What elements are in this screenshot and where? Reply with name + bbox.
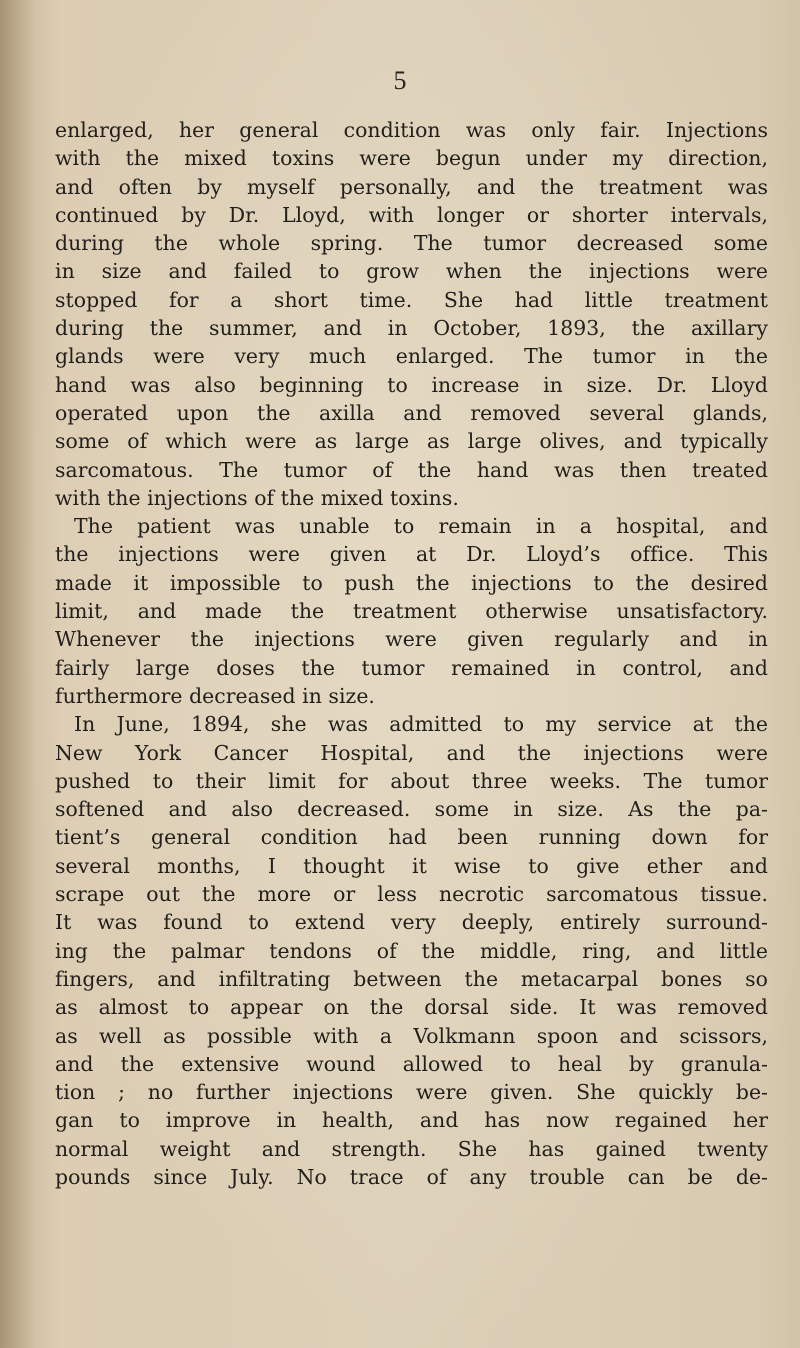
text-line: the injections were given at Dr. Lloyd’s office. This — [55, 542, 768, 567]
text-line: tion ; no further injections were given. She quickly be- — [55, 1080, 768, 1105]
text-line: and often by myself personally, and the treatment was — [55, 174, 768, 199]
text-line: scrape out the more or less necrotic sarcomatous tissue. — [55, 882, 768, 907]
text-line: and the extensive wound allowed to heal by granula- — [55, 1051, 768, 1076]
text-line: during the whole spring. The tumor decreased some — [55, 231, 768, 256]
text-line: Whenever the injections were given regularly and in — [55, 627, 768, 652]
text-line: stopped for a short time. She had little treatment — [55, 287, 768, 312]
text-line: some of which were as large as large olives, and typically — [55, 429, 768, 454]
text-line: softened and also decreased. some in size. As the pa- — [55, 797, 768, 822]
text-line: normal weight and strength. She has gained twenty — [55, 1136, 768, 1161]
text-line: hand was also beginning to increase in size. Dr. Lloyd — [55, 372, 768, 397]
text-line: made it impossible to push the injections to the desired — [55, 570, 768, 595]
page-number: 5 — [393, 66, 407, 95]
text-line: in size and failed to grow when the injections were — [55, 259, 768, 284]
text-line: New York Cancer Hospital, and the injections were — [55, 740, 768, 765]
text-line: continued by Dr. Lloyd, with longer or shorter intervals, — [55, 202, 768, 227]
text-line: enlarged, her general condition was only fair. Injections — [55, 118, 768, 142]
text-line: gan to improve in health, and has now regained her — [55, 1108, 768, 1133]
spine-shadow — [0, 0, 36, 1348]
text-line: with the mixed toxins were begun under my direction, — [55, 146, 768, 171]
text-line: It was found to extend very deeply, entirely surround- — [55, 910, 768, 935]
text-line: glands were very much enlarged. The tumor in the — [55, 344, 768, 369]
text-line: In June, 1894, she was admitted to my service at the — [74, 712, 768, 737]
text-line: ing the palmar tendons of the middle, ring, and little — [55, 938, 768, 963]
text-line: limit, and made the treatment otherwise unsatisfactory. — [55, 599, 768, 624]
text-line: furthermore decreased in size. — [55, 683, 375, 708]
text-line: pounds since July. No trace of any trouble can be de- — [55, 1164, 768, 1189]
text-line: pushed to their limit for about three weeks. The tumor — [55, 768, 768, 793]
text-line: during the summer, and in October, 1893, the axillary — [55, 316, 768, 341]
text-line: several months, I thought it wise to give ether and — [55, 853, 768, 878]
text-line: with the injections of the mixed toxins. — [55, 485, 459, 510]
text-line: sarcomatous. The tumor of the hand was then treated — [55, 457, 768, 482]
text-line: operated upon the axilla and removed several glands, — [55, 400, 768, 425]
body-text — [55, 116, 768, 1191]
text-line: fingers, and infiltrating between the metacarpal bones so — [55, 966, 768, 991]
text-line: The patient was unable to remain in a hospital, and — [74, 514, 768, 539]
text-line: fairly large doses the tumor remained in control, and — [55, 655, 768, 680]
text-line: as almost to appear on the dorsal side. It was removed — [55, 995, 768, 1020]
text-line: as well as possible with a Volkmann spoon and scissors, — [55, 1023, 768, 1048]
text-line: tient’s general condition had been running down for — [55, 825, 768, 850]
